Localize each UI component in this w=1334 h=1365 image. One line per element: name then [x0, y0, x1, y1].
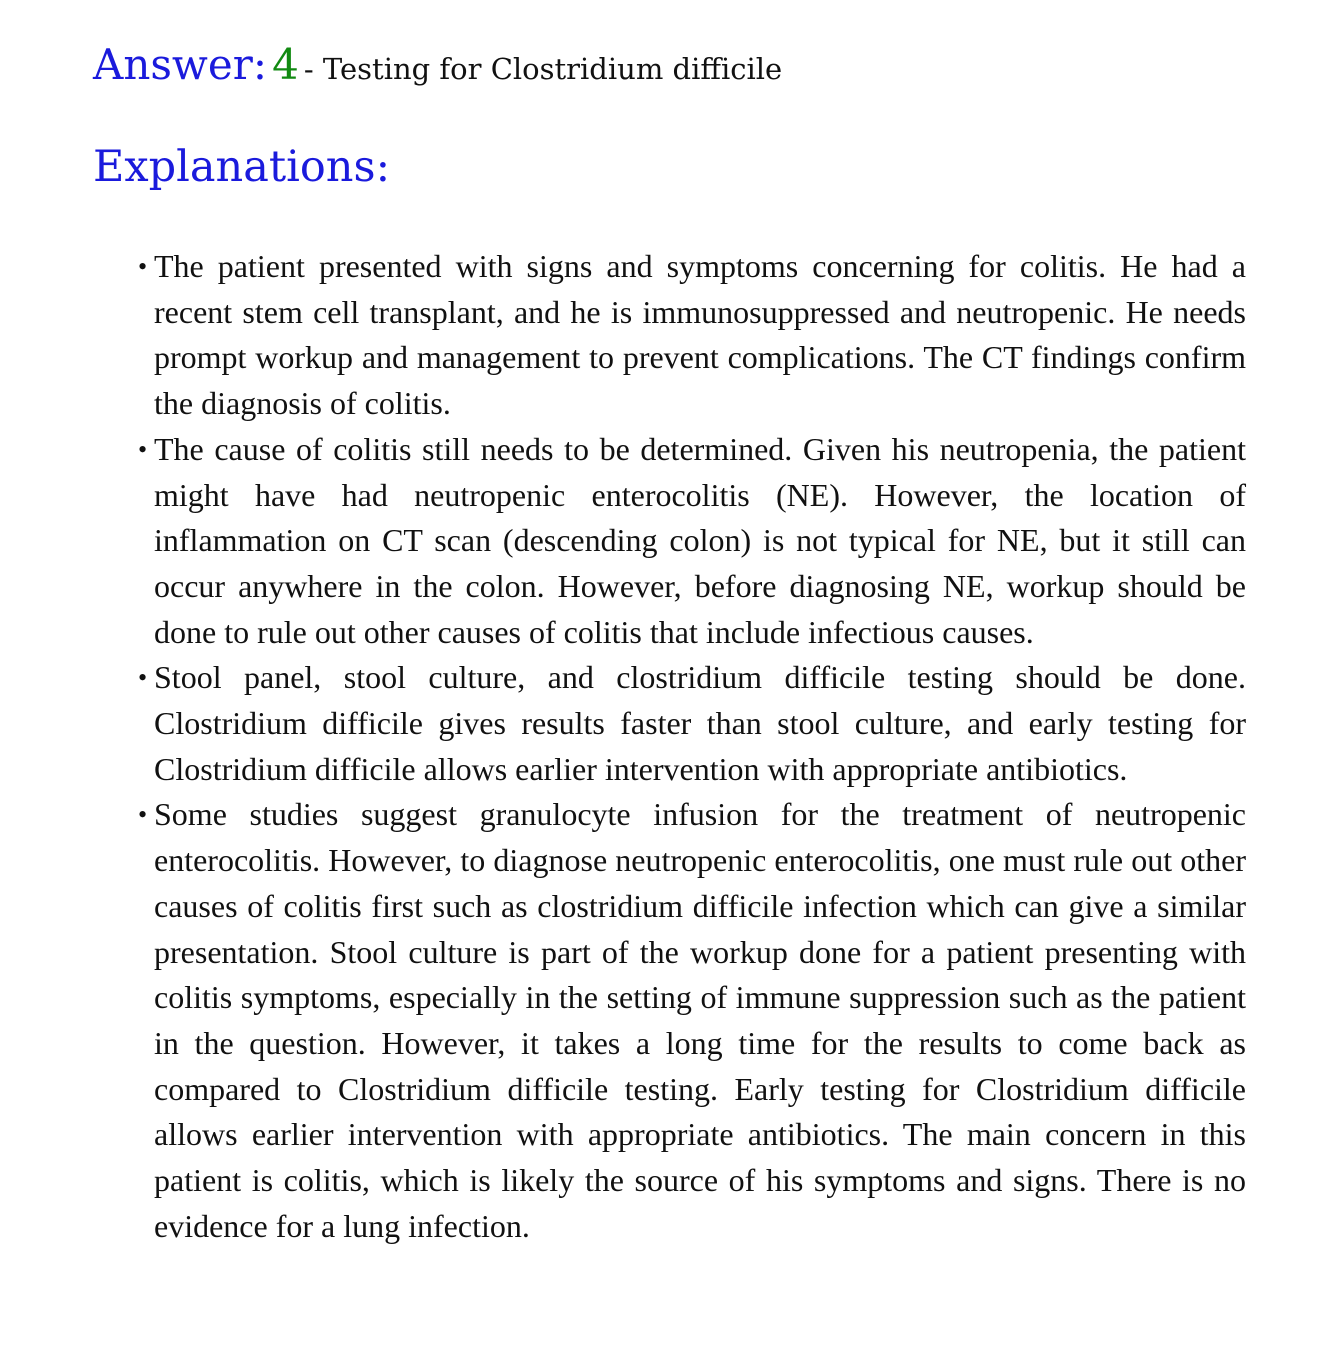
- answer-number: 4: [272, 40, 299, 89]
- explanation-item: [138, 655, 1246, 792]
- explanation-item: [138, 244, 1246, 427]
- bullet-icon: •: [138, 800, 148, 830]
- explanation-text: The patient presented with signs and symptoms concerning for colitis. He had a recent stem cell transplant, and he is immunosuppressed and neutropenic. He needs prompt workup and management to prevent complications. The CT findings confirm the diagnosis of colitis.: [154, 248, 1246, 422]
- explanation-item: [138, 792, 1246, 1249]
- answer-label: Answer:: [93, 40, 267, 89]
- bullet-icon: •: [138, 663, 148, 693]
- bullet-icon: •: [138, 252, 148, 281]
- explanation-text: The cause of colitis still needs to be determined. Given his neutropenia, the patient might have had neutropenic enterocolitis (NE). However, the location of inflammation on CT scan (descending colon) is not typical for NE, but it still can occur anywhere in the colon. However, before diagnosing NE, workup should be done to rule out other causes of colitis that include infectious causes.: [154, 430, 1246, 650]
- answer-line: [93, 40, 783, 89]
- explanation-text: Stool panel, stool culture, and clostridium difficile testing should be done. Clostridium difficile gives results faster than stool culture, and early testing for Clostridium difficile allows earlier intervention with appropriate antibiotics.: [154, 659, 1246, 787]
- explanations-title: Explanations:: [93, 142, 391, 192]
- explanation-item: [138, 427, 1246, 656]
- explanation-text: Some studies suggest granulocyte infusion for the treatment of neutropenic enterocolitis. However, to diagnose neutropenic enterocolitis, one must rule out other causes of colitis first such as clostridium difficile infection which can give a similar presentation. Stool culture is part of the workup done for a patient presenting with colitis symptoms, especially in the setting of immune suppression such as the patient in the question. However, it takes a long time for the results to come back as compared to Clostridium difficile testing. Early testing for Clostridium difficile allows earlier intervention with appropriate antibiotics. The main concern in this patient is colitis, which is likely the source of his symptoms and signs. There is no evidence for a lung infection.: [154, 796, 1246, 1244]
- bullet-icon: •: [138, 434, 148, 464]
- answer-text: - Testing for Clostridium difficile: [303, 52, 783, 86]
- explanations-list: [138, 244, 1246, 1249]
